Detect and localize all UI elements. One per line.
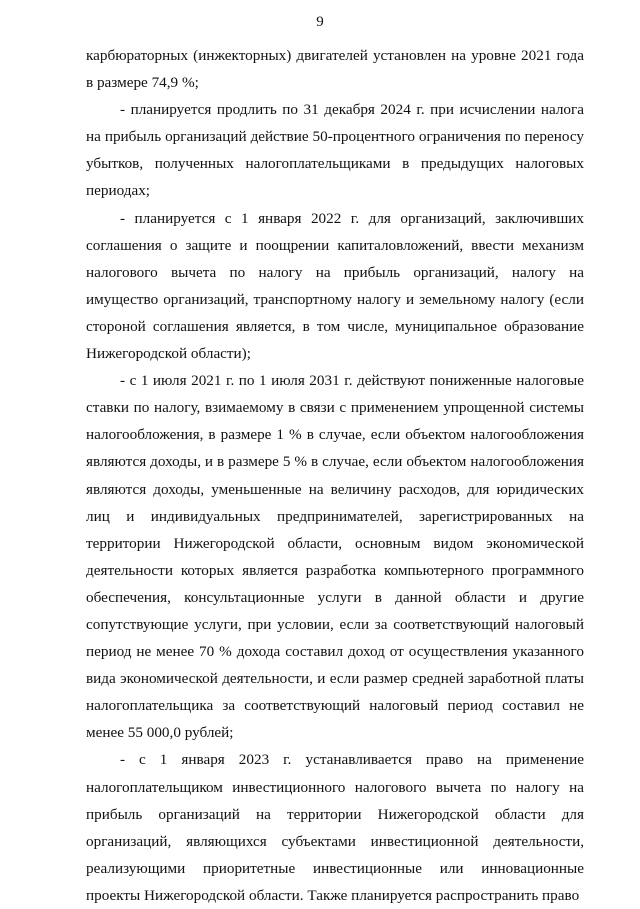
page-number: 9 <box>316 14 324 30</box>
document-body <box>86 42 584 909</box>
paragraph-simplified-tax-rates: - с 1 июля 2021 г. по 1 июля 2031 г. действуют пониженные налоговые ставки по налогу, взимаемому в связи с применением упрощенной системы налогообложения, в размере 1 % в случае, если объектом налогообложения являются доходы, и в размере 5 % в случае, если объектом налогообложения являются доходы, уменьшенные на величину расходов, для юридических лиц и индивидуальных предпринимателей, зарегистрированных на территории Нижегородской области, основным видом экономической деятельности которых является разработка компьютерного программного обеспечения, консультационные услуги в данной области и другие сопутствующие услуги, при условии, если за соответствующий налоговый период не менее 70 % дохода составил доход от осуществления указанного вида экономической деятельности, и если размер средней заработной платы налогоплательщика за соответствующий налоговый период составил не менее 55 000,0 рублей; <box>86 372 584 742</box>
paragraph-loss-carryforward: - планируется продлить по 31 декабря 2024 г. при исчислении налога на прибыль организаций действие 50-процентного ограничения по переносу убытков, полученных налогоплательщиками в предыдущих налоговых периодах; <box>86 101 584 200</box>
paragraph-investment-agreements: - планируется с 1 января 2022 г. для организаций, заключивших соглашения о защите и поощрении капиталовложений, ввести механизм налогового вычета по налогу на прибыль организаций, налогу на имущество организаций, транспортному налогу и земельному налогу (если стороной соглашения является, в том числе, муниципальное образование Нижегородской области); <box>86 209 584 363</box>
paragraph-continuation: карбюраторных (инжекторных) двигателей установлен на уровне 2021 года в размере 74,9 %; <box>86 47 584 92</box>
paragraph-investment-deduction: - с 1 января 2023 г. устанавливается право на применение налогоплательщиком инвестиционного налогового вычета по налогу на прибыль организаций на территории Нижегородской области для организаций, являющихся субъектами инвестиционной деятельности, реализующими приоритетные инвестиционные или инновационные проекты Нижегородской области. Также планируется распространить право <box>86 751 584 904</box>
